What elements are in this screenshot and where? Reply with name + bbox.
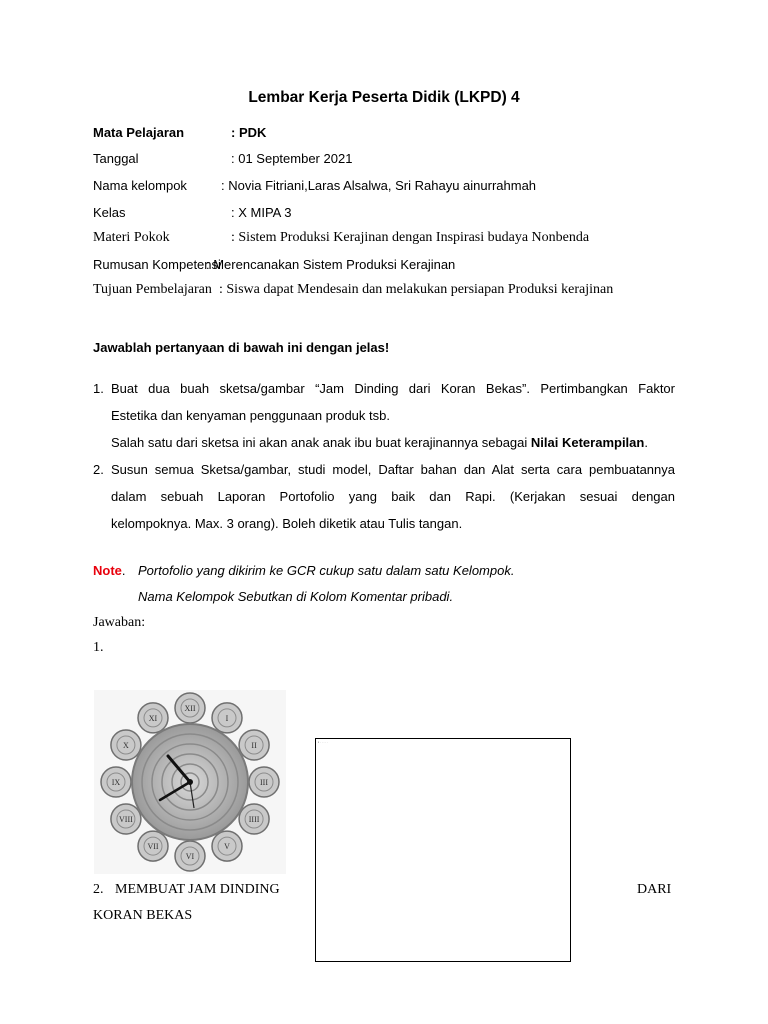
info-label: Tujuan Pembelajaran (93, 282, 212, 297)
question-number: 1. (93, 381, 104, 396)
note-dot: . (121, 563, 126, 578)
newspaper-clock-image (94, 690, 286, 874)
info-label: Rumusan Kompetensi (93, 257, 221, 272)
clock-numeral: VII (147, 842, 159, 852)
info-value: : Siswa dapat Mendesain dan melakukan persiapan Produksi kerajinan (219, 282, 614, 297)
note-line-2 (138, 589, 453, 604)
frame-caption: ▪ · · · · · (318, 740, 329, 744)
question-text-part: . (644, 435, 648, 450)
answer-number-2: 2. (93, 882, 104, 897)
note-line-1 (93, 563, 515, 578)
question-item (93, 456, 675, 537)
clock-numeral: VIII (119, 815, 133, 824)
note-text-part: Portofolio yang dikirim ke GCR cukup satu dalam satu Kelompok (138, 563, 511, 578)
clock-numeral: XII (184, 704, 196, 713)
question-text: kelompoknya. Max. 3 orang). Boleh diketik atau Tulis tangan. (111, 516, 463, 531)
skill-value-label: Nilai Keterampilan (530, 435, 645, 450)
question-item (93, 375, 675, 456)
question-text: dalam sebuah Laporan Portofolio yang baik dan Rapi. (Kerjakan sesuai dengan (111, 489, 675, 504)
note-text (138, 563, 514, 578)
question-number: 2. (93, 462, 104, 477)
info-value: : Novia Fitriani,Laras Alsalwa, Sri Rahayu ainurrahmah (221, 178, 537, 193)
note-text-part: Nama Kelompok Sebutkan di Kolom Komentar pribadi (138, 589, 450, 604)
document-title: Lembar Kerja Peserta Didik (LKPD) 4 (248, 89, 520, 106)
info-value: : X MIPA 3 (231, 205, 292, 220)
clock-numeral: IIII (248, 815, 260, 824)
answer-number-1: 1. (93, 640, 104, 655)
clock-numeral: X (123, 741, 129, 750)
clock-numeral: II (251, 741, 257, 750)
instruction-heading: Jawablah pertanyaan di bawah ini dengan jelas! (93, 340, 390, 355)
answer-2-text-left: MEMBUAT JAM DINDING (115, 882, 280, 897)
clock-numeral: VI (185, 852, 195, 861)
note-label: Note (93, 563, 122, 578)
note-text-part: . (510, 563, 515, 578)
question-text: Susun semua Sketsa/gambar, studi model, Daftar bahan dan Alat serta cara pembuatannya (111, 462, 675, 477)
clock-numeral: I (225, 713, 229, 723)
info-value: : Sistem Produksi Kerajinan dengan Inspirasi budaya Nonbenda (231, 230, 590, 245)
clock-illustration (94, 690, 286, 874)
answer-2-line-1 (93, 882, 672, 898)
answer-label: Jawaban: (93, 615, 146, 630)
clock-numeral: V (224, 842, 230, 852)
info-label: Materi Pokok (93, 230, 170, 245)
clock-numeral: III (260, 778, 268, 787)
info-label: Kelas (93, 205, 126, 220)
note-text (138, 589, 453, 604)
question-text: Buat dua buah sketsa/gambar “Jam Dinding dari Koran Bekas”. Pertimbangkan Faktor (111, 381, 675, 396)
answer-2-line-2: KORAN BEKAS (93, 908, 193, 923)
info-label: Mata Pelajaran (93, 125, 185, 140)
question-text-part: Salah satu dari sketsa ini akan anak anak ibu buat kerajinannya sebagai (111, 435, 531, 450)
question-text: Estetika dan kenyaman penggunaan produk tsb. (111, 408, 390, 423)
clock-numeral: XI (148, 713, 158, 723)
question-text (111, 429, 675, 456)
info-value: : 01 September 2021 (231, 151, 353, 166)
info-value: : PDK (231, 125, 267, 140)
clock-numeral: IX (111, 778, 121, 787)
question-list (93, 375, 675, 537)
note-text-part: . (449, 589, 454, 604)
info-value: : Merencanakan Sistem Produksi Kerajinan (206, 257, 456, 272)
info-label: Nama kelompok (93, 178, 187, 193)
sketch-frame (315, 738, 571, 962)
answer-2-text-right: DARI (637, 882, 672, 897)
info-label: Tanggal (93, 151, 139, 166)
